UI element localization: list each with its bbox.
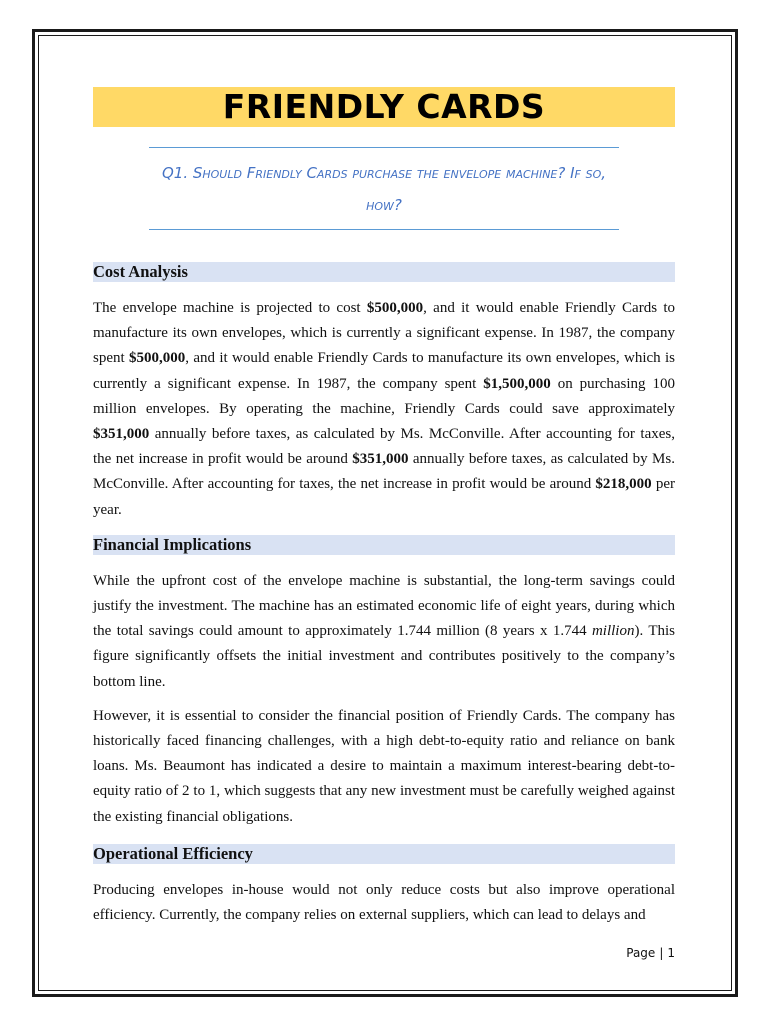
page-label: Page xyxy=(626,946,656,960)
section-heading-operational-efficiency: Operational Efficiency xyxy=(93,844,675,864)
financial-paragraph-2: However, it is essential to consider the financial position of Friendly Cards. The company has historically faced financing challenges, with a high debt-to-equity ratio and reliance on bank loans. Ms. Beaumont has indicated a desire to maintain a maximum interest-bearing debt-to-equity ratio of 2 to 1, which suggests that any new investment must be carefully weighed against the existing financial obligations. xyxy=(93,707,675,825)
financial-paragraph-1: While the upfront cost of the envelope machine is substantial, the long-term savings could justify the investment. The machine has an estimated economic life of eight years, during which the total savings could amount to approximately 1.744 million (8 years x 1.744 million). This figure significantly offsets the initial investment and contributes positively to the company’s bottom line. xyxy=(93,572,675,690)
section-heading-cost-analysis: Cost Analysis xyxy=(93,262,675,282)
page-separator: | xyxy=(659,946,664,960)
cost-analysis-paragraph: The envelope machine is projected to cost $500,000, and it would enable Friendly Cards to manufacture its own envelopes, which is currently a significant expense. In 1987, the company spent $500,000, and it would enable Friendly Cards to manufacture its own envelopes, which is currently a significant expense. In 1987, the company spent $1,500,000 on purchasing 100 million envelopes. By operating the machine, Friendly Cards could save approximately $351,000 annually before taxes, as calculated by Ms. McConville. After accounting for taxes, the net increase in profit would be around $351,000 annually before taxes, as calculated by Ms. McConville. After accounting for taxes, the net increase in profit would be around $218,000 per year. xyxy=(93,300,675,518)
question-block xyxy=(149,147,619,230)
page-footer xyxy=(626,946,675,960)
question-text: Q1. Should Friendly Cards purchase the envelope machine? If so, how? xyxy=(161,164,607,214)
operational-paragraph: Producing envelopes in-house would not only reduce costs but also improve operational efficiency. Currently, the company relies on external suppliers, which can lead to delays and xyxy=(93,881,675,924)
document-body xyxy=(93,87,675,928)
page-number: 1 xyxy=(667,946,675,960)
document-title: FRIENDLY CARDS xyxy=(93,87,675,127)
section-heading-financial-implications: Financial Implications xyxy=(93,535,675,555)
